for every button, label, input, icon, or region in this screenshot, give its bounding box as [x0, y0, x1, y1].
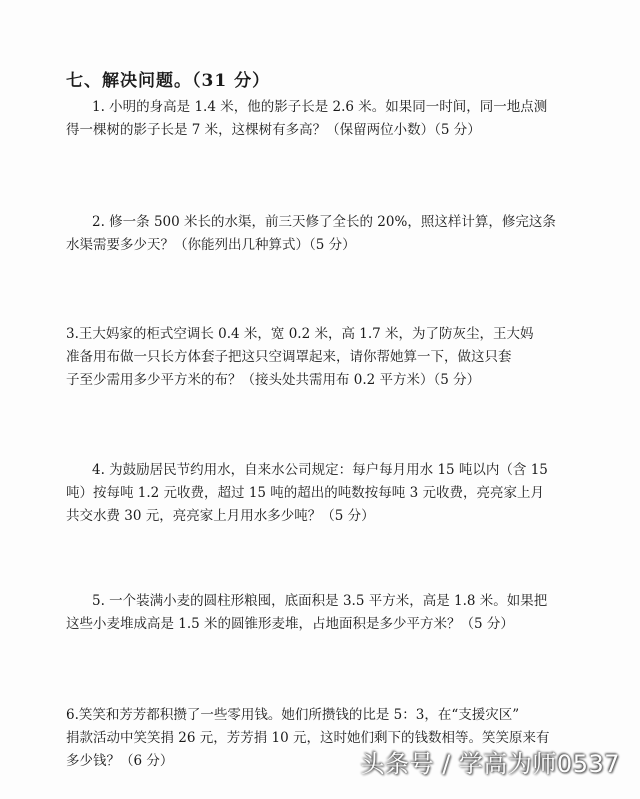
question-4: [66, 459, 576, 528]
section-title: 七、解决问题。（31 分）: [66, 71, 271, 91]
question-3-line-2: 准备用布做一只长方体套子把这只空调罩起来，请你帮她算一下，做这只套: [66, 349, 512, 365]
question-1-line-1: 1. 小明的身高是 1.4 米，他的影子长是 2.6 米。如果同一时间，同一地点测: [92, 99, 548, 115]
question-5-line-1: 5. 一个装满小麦的圆柱形粮囤，底面积是 3.5 平方米，高是 1.8 米。如果把: [92, 593, 548, 609]
question-2-line-1: 2. 修一条 500 米长的水渠，前三天修了全长的 20%，照这样计算，修完这条: [92, 214, 556, 230]
question-2-line-2: 水渠需要多少天？（你能列出几种算式）（5 分）: [66, 237, 356, 253]
question-1: [66, 96, 576, 142]
question-6-line-2: 捐款活动中笑笑捐 26 元，芳芳捐 10 元，这时她们剩下的钱数相等。笑笑原来有: [66, 730, 550, 746]
question-5-line-2: 这些小麦堆成高是 1.5 米的圆锥形麦堆，占地面积是多少平方米？（5 分）: [66, 616, 514, 632]
watermark: 头条号 / 学高为师0537: [360, 750, 620, 778]
question-6-line-1: 6.笑笑和芳芳都积攒了一些零用钱。她们所攒钱的比是 5：3，在“支援灾区”: [66, 707, 520, 723]
question-3: [66, 323, 576, 392]
question-1-line-2: 得一棵树的影子长是 7 米，这棵树有多高？（保留两位小数）（5 分）: [66, 122, 481, 138]
question-3-line-1: 3.王大妈家的柜式空调长 0.4 米，宽 0.2 米，高 1.7 米，为了防灰尘，王大妈: [66, 326, 534, 342]
question-2: [66, 211, 576, 257]
question-4-line-3: 共交水费 30 元，亮亮家上月用水多少吨？（5 分）: [66, 508, 375, 524]
question-3-line-3: 子至少需用多少平方米的布？（接头处共需用布 0.2 平方米）（5 分）: [66, 372, 481, 388]
question-6-line-3: 多少钱？（6 分）: [66, 753, 174, 769]
question-4-line-1: 4. 为鼓励居民节约用水，自来水公司规定：每户每月用水 15 吨以内（含 15: [92, 462, 548, 478]
question-5: [66, 590, 576, 636]
question-4-line-2: 吨）按每吨 1.2 元收费，超过 15 吨的超出的吨数按每吨 3 元收费，亮亮家上月: [66, 485, 544, 501]
